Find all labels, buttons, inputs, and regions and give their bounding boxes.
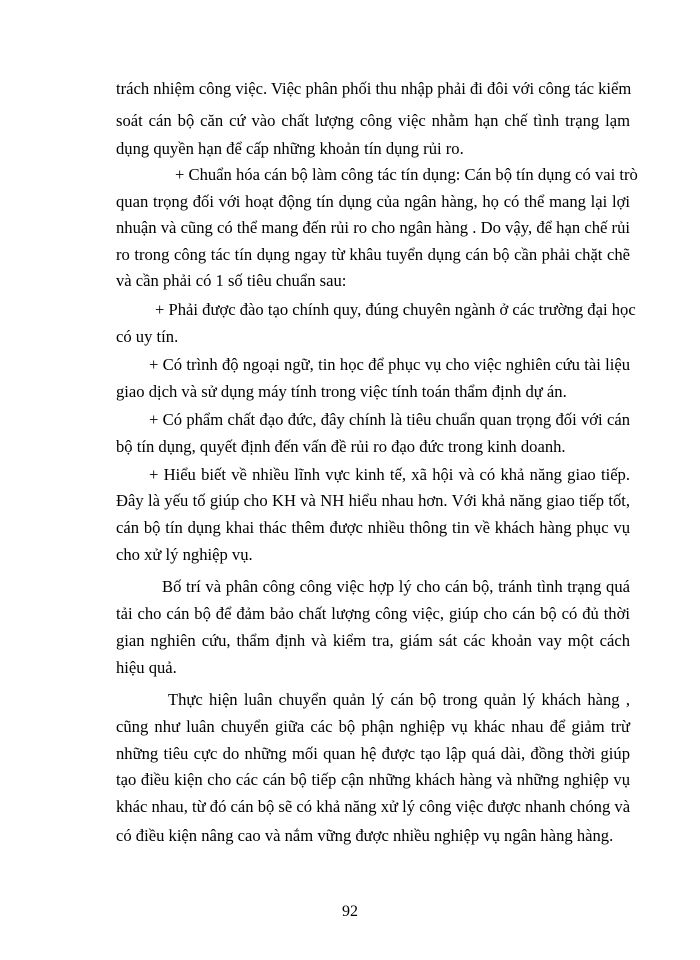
- text-line: bộ tín dụng, quyết định đến vấn đề rủi ro đạo đức trong kinh doanh.: [116, 437, 566, 456]
- text-line: những tiêu cực do những mối quan hệ được tạo lập quá dài, đồng thời giúp: [116, 744, 630, 763]
- text-line: nhuận và cũng có thể mang đến rủi ro cho ngân hàng . Do vậy, để hạn chế rủi: [116, 218, 630, 237]
- text-line: trách nhiệm công việc. Việc phân phối thu nhập phải đi đôi với công tác kiểm: [116, 79, 632, 98]
- text-line: tải cho cán bộ để đảm bảo chất lượng công việc, giúp cho cán bộ có đủ thời: [116, 604, 630, 623]
- page-number: 92: [342, 903, 358, 920]
- text-line: quan trọng đối với hoạt động tín dụng của ngân hàng, họ có thể mang lại lợi: [116, 192, 630, 211]
- text-line: khác nhau, từ đó cán bộ sẽ có khả năng xử lý công việc được nhanh chóng và: [116, 797, 631, 816]
- text-line: soát cán bộ căn cứ vào chất lượng công việc nhằm hạn chế tình trạng lạm: [116, 111, 630, 130]
- text-line: Bố trí và phân công công việc hợp lý cho cán bộ, tránh tình trạng quá: [162, 577, 630, 596]
- text-line: dụng quyền hạn để cấp những khoản tín dụng rủi ro.: [116, 139, 464, 158]
- text-line: Đây là yếu tố giúp cho KH và NH hiểu nhau hơn. Với khả năng giao tiếp tốt,: [116, 491, 630, 510]
- text-line: + Chuẩn hóa cán bộ làm công tác tín dụng: Cán bộ tín dụng có vai trò: [175, 165, 638, 184]
- text-line: và cần phải có 1 số tiêu chuẩn sau:: [116, 271, 347, 290]
- text-line: + Phải được đào tạo chính quy, đúng chuyên ngành ở các trường đại học: [155, 300, 636, 319]
- text-line: tạo điều kiện cho các cán bộ tiếp cận những khách hàng và những nghiệp vụ: [116, 770, 630, 789]
- text-line: hiệu quả.: [116, 658, 177, 677]
- text-line: cũng như luân chuyển giữa các bộ phận nghiệp vụ khác nhau để giảm trừ: [116, 717, 630, 736]
- text-line: giao dịch và sử dụng máy tính trong việc tính toán thẩm định dự án.: [116, 382, 567, 401]
- text-line: + Hiểu biết về nhiều lĩnh vực kinh tế, xã hội và có khả năng giao tiếp.: [149, 465, 630, 484]
- text-line: ro trong công tác tín dụng ngay từ khâu tuyển dụng cán bộ cần phải chặt chẽ: [116, 245, 630, 264]
- text-line: có uy tín.: [116, 327, 179, 346]
- text-line: gian nghiên cứu, thẩm định và kiểm tra, giám sát các khoản vay một cách: [116, 631, 630, 650]
- text-line: + Có phẩm chất đạo đức, đây chính là tiêu chuẩn quan trọng đối với cán: [149, 410, 630, 429]
- text-line: có điều kiện nâng cao và nắm vững được nhiều nghiệp vụ ngân hàng hàng.: [116, 826, 614, 845]
- text-line: + Có trình độ ngoại ngữ, tin học để phục vụ cho việc nghiên cứu tài liệu: [149, 355, 630, 374]
- text-line: cho xử lý nghiệp vụ.: [116, 545, 253, 564]
- text-line: cán bộ tín dụng khai thác thêm được nhiều thông tin về khách hàng phục vụ: [116, 518, 630, 537]
- text-line: Thực hiện luân chuyển quản lý cán bộ trong quản lý khách hàng ,: [168, 690, 630, 709]
